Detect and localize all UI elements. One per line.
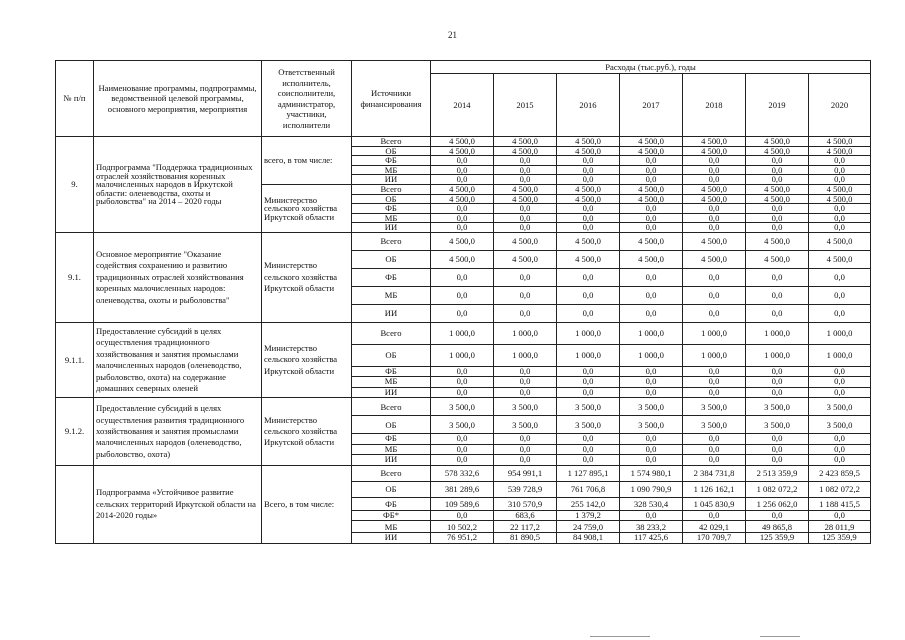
value-cell: 0,0 [494,387,557,398]
value-cell: 0,0 [809,175,871,185]
header-year: 2014 [431,74,494,137]
value-cell: 0,0 [746,268,809,286]
value-cell: 4 500,0 [494,137,557,147]
value-cell: 0,0 [557,366,620,377]
value-cell: 125 359,9 [746,533,809,544]
value-cell: 0,0 [683,204,746,214]
value-cell: 0,0 [620,286,683,304]
value-cell: 0,0 [809,510,871,521]
value-cell: 4 500,0 [494,232,557,250]
source-cell: ИИ [352,175,431,185]
value-cell: 0,0 [683,434,746,445]
value-cell: 4 500,0 [494,194,557,204]
value-cell: 0,0 [683,268,746,286]
row-number: 9.1.2. [56,398,94,466]
value-cell: 4 500,0 [431,137,494,147]
value-cell: 0,0 [746,387,809,398]
value-cell: 0,0 [809,213,871,223]
value-cell: 0,0 [494,165,557,175]
value-cell: 0,0 [557,268,620,286]
value-cell: 0,0 [557,455,620,466]
value-cell: 3 500,0 [620,416,683,434]
value-cell: 3 500,0 [431,398,494,416]
value-cell: 0,0 [557,304,620,322]
value-cell: 0,0 [620,434,683,445]
value-cell: 0,0 [746,223,809,233]
value-cell: 539 728,9 [494,481,557,497]
value-cell: 0,0 [620,444,683,455]
value-cell: 0,0 [746,165,809,175]
value-cell: 170 709,7 [683,533,746,544]
source-cell: ФБ [352,434,431,445]
value-cell: 4 500,0 [557,137,620,147]
value-cell: 117 425,6 [620,533,683,544]
value-cell: 0,0 [431,175,494,185]
source-cell: Всего [352,184,431,194]
value-cell: 4 500,0 [431,146,494,156]
value-cell: 4 500,0 [620,250,683,268]
value-cell: 0,0 [746,455,809,466]
value-cell: 0,0 [620,510,683,521]
value-cell: 0,0 [431,213,494,223]
source-cell: ОБ [352,250,431,268]
value-cell: 0,0 [431,268,494,286]
value-cell: 0,0 [431,204,494,214]
value-cell: 1 000,0 [620,322,683,344]
program-name: Предоставление субсидий в целях осуществления развития традиционного хозяйствования и занятия промыслами малочисленных народов (оленеводство, рыболовство, охота) [94,398,262,466]
source-cell: ИИ [352,387,431,398]
value-cell: 0,0 [494,175,557,185]
value-cell: 4 500,0 [557,194,620,204]
value-cell: 683,6 [494,510,557,521]
value-cell: 0,0 [620,204,683,214]
value-cell: 0,0 [683,455,746,466]
value-cell: 0,0 [557,213,620,223]
source-cell: МБ [352,377,431,388]
value-cell: 0,0 [494,223,557,233]
value-cell: 3 500,0 [809,398,871,416]
value-cell: 4 500,0 [494,146,557,156]
value-cell: 49 865,8 [746,521,809,533]
value-cell: 4 500,0 [431,184,494,194]
value-cell: 0,0 [683,175,746,185]
value-cell: 3 500,0 [746,398,809,416]
value-cell: 4 500,0 [683,184,746,194]
header-year: 2020 [809,74,871,137]
value-cell: 0,0 [746,156,809,166]
value-cell: 0,0 [746,175,809,185]
value-cell: 0,0 [683,223,746,233]
value-cell: 4 500,0 [809,194,871,204]
value-cell: 0,0 [494,434,557,445]
header-year: 2017 [620,74,683,137]
value-cell: 4 500,0 [494,184,557,194]
header-responsible: Ответственный исполнитель, соисполнители, администратор, участники, исполнители [262,61,352,137]
value-cell: 0,0 [809,304,871,322]
value-cell: 0,0 [431,304,494,322]
value-cell: 4 500,0 [683,194,746,204]
value-cell: 38 233,2 [620,521,683,533]
value-cell: 1 000,0 [746,344,809,366]
source-cell: ФБ [352,497,431,510]
source-cell: ФБ [352,204,431,214]
value-cell: 0,0 [746,213,809,223]
value-cell: 1 000,0 [809,322,871,344]
responsible-cell: Всего, в том числе: [262,465,352,543]
value-cell: 1 127 895,1 [557,465,620,481]
value-cell: 4 500,0 [746,137,809,147]
source-cell: ИИ [352,304,431,322]
value-cell: 0,0 [431,366,494,377]
value-cell: 0,0 [809,204,871,214]
value-cell: 0,0 [809,444,871,455]
value-cell: 0,0 [746,204,809,214]
row-number: 9.1. [56,232,94,322]
scan-artifact [760,636,800,637]
value-cell: 24 759,0 [557,521,620,533]
value-cell: 4 500,0 [746,232,809,250]
value-cell: 0,0 [683,444,746,455]
value-cell: 76 951,2 [431,533,494,544]
value-cell: 0,0 [494,204,557,214]
value-cell: 0,0 [683,304,746,322]
value-cell: 1 000,0 [494,322,557,344]
value-cell: 4 500,0 [557,232,620,250]
source-cell: ФБ* [352,510,431,521]
value-cell: 1 000,0 [494,344,557,366]
value-cell: 0,0 [683,156,746,166]
value-cell: 3 500,0 [431,416,494,434]
source-cell: МБ [352,165,431,175]
value-cell: 0,0 [683,366,746,377]
header-num: № п/п [56,61,94,137]
source-cell: МБ [352,444,431,455]
value-cell: 0,0 [809,366,871,377]
value-cell: 0,0 [620,377,683,388]
source-cell: ОБ [352,481,431,497]
value-cell: 1 000,0 [683,322,746,344]
value-cell: 0,0 [620,387,683,398]
value-cell: 125 359,9 [809,533,871,544]
value-cell: 1 000,0 [557,344,620,366]
value-cell: 0,0 [494,455,557,466]
value-cell: 0,0 [620,213,683,223]
value-cell: 0,0 [746,377,809,388]
table-row [56,322,871,344]
value-cell: 109 589,6 [431,497,494,510]
value-cell: 81 890,5 [494,533,557,544]
value-cell: 0,0 [620,366,683,377]
value-cell: 0,0 [494,444,557,455]
value-cell: 1 045 830,9 [683,497,746,510]
scan-artifact [590,636,650,637]
value-cell: 1 000,0 [620,344,683,366]
header-year: 2015 [494,74,557,137]
source-cell: ФБ [352,268,431,286]
value-cell: 4 500,0 [683,250,746,268]
value-cell: 1 574 980,1 [620,465,683,481]
value-cell: 0,0 [620,455,683,466]
source-cell: ИИ [352,533,431,544]
value-cell: 0,0 [494,304,557,322]
responsible-cell: Министерство сельского хозяйства Иркутской области [262,232,352,322]
program-name: Предоставление субсидий в целях осуществления традиционного хозяйствования и занятия промыслами малочисленных народов (оленеводство, рыболовство, охота) на содержание домашних северных оленей [94,322,262,398]
value-cell: 4 500,0 [746,184,809,194]
value-cell: 1 000,0 [683,344,746,366]
responsible-cell: Министерство сельского хозяйства Иркутской области [262,398,352,466]
header-year: 2016 [557,74,620,137]
value-cell: 4 500,0 [431,250,494,268]
value-cell: 0,0 [431,165,494,175]
value-cell: 0,0 [557,175,620,185]
row-number [56,465,94,543]
value-cell: 4 500,0 [683,146,746,156]
value-cell: 0,0 [494,366,557,377]
value-cell: 3 500,0 [494,416,557,434]
value-cell: 4 500,0 [809,250,871,268]
value-cell: 0,0 [431,377,494,388]
value-cell: 4 500,0 [683,232,746,250]
value-cell: 0,0 [746,444,809,455]
value-cell: 3 500,0 [746,416,809,434]
value-cell: 0,0 [683,510,746,521]
value-cell: 3 500,0 [683,416,746,434]
table-row [56,465,871,481]
program-name: Подпрограмма «Устойчивое развитие сельских территорий Иркутской области на 2014-2020 годы» [94,465,262,543]
source-cell: ОБ [352,194,431,204]
value-cell: 4 500,0 [620,184,683,194]
value-cell: 0,0 [494,377,557,388]
value-cell: 0,0 [557,387,620,398]
value-cell: 4 500,0 [746,146,809,156]
source-cell: ИИ [352,455,431,466]
value-cell: 84 908,1 [557,533,620,544]
value-cell: 0,0 [557,204,620,214]
budget-table [55,60,871,544]
value-cell: 4 500,0 [494,250,557,268]
value-cell: 0,0 [620,268,683,286]
value-cell: 3 500,0 [683,398,746,416]
source-cell: МБ [352,521,431,533]
source-cell: ОБ [352,344,431,366]
value-cell: 0,0 [620,175,683,185]
value-cell: 4 500,0 [809,137,871,147]
value-cell: 255 142,0 [557,497,620,510]
source-cell: ИИ [352,223,431,233]
value-cell: 0,0 [557,156,620,166]
value-cell: 0,0 [809,434,871,445]
value-cell: 4 500,0 [431,232,494,250]
table-row [56,398,871,416]
source-cell: МБ [352,213,431,223]
value-cell: 2 423 859,5 [809,465,871,481]
value-cell: 3 500,0 [809,416,871,434]
value-cell: 22 117,2 [494,521,557,533]
value-cell: 0,0 [620,223,683,233]
value-cell: 0,0 [809,223,871,233]
value-cell: 4 500,0 [620,146,683,156]
value-cell: 0,0 [494,268,557,286]
value-cell: 0,0 [494,213,557,223]
value-cell: 0,0 [746,366,809,377]
value-cell: 0,0 [431,444,494,455]
value-cell: 310 570,9 [494,497,557,510]
value-cell: 0,0 [809,286,871,304]
value-cell: 0,0 [809,377,871,388]
value-cell: 3 500,0 [557,416,620,434]
value-cell: 4 500,0 [620,194,683,204]
value-cell: 1 126 162,1 [683,481,746,497]
value-cell: 3 500,0 [557,398,620,416]
responsible-cell: Министерство сельского хозяйства Иркутской области [262,184,352,232]
value-cell: 0,0 [809,387,871,398]
value-cell: 0,0 [494,156,557,166]
value-cell: 0,0 [683,213,746,223]
value-cell: 4 500,0 [809,184,871,194]
value-cell: 0,0 [683,165,746,175]
value-cell: 0,0 [809,156,871,166]
program-name: Основное мероприятие "Оказание содействия сохранению и развитию традиционных отраслей хозяйствования коренных малочисленных народов: оленеводства, охоты и рыболовства" [94,232,262,322]
row-number: 9. [56,137,94,233]
value-cell: 4 500,0 [557,146,620,156]
source-cell: ОБ [352,416,431,434]
program-name: Подпрограмма "Поддержка традиционных отраслей хозяйствования коренных малочисленных народов в Иркутской области: оленеводства, охоты и рыболовства" на 2014 – 2020 годы [94,137,262,233]
value-cell: 4 500,0 [746,250,809,268]
page-number: 21 [448,30,457,40]
value-cell: 0,0 [809,165,871,175]
value-cell: 4 500,0 [431,194,494,204]
responsible-cell: всего, в том числе: [262,137,352,185]
source-cell: Всего [352,137,431,147]
value-cell: 4 500,0 [620,232,683,250]
value-cell: 1 379,2 [557,510,620,521]
value-cell: 28 011,9 [809,521,871,533]
table-row [56,232,871,250]
responsible-cell: Министерство сельского хозяйства Иркутской области [262,322,352,398]
source-cell: ФБ [352,156,431,166]
value-cell: 0,0 [431,223,494,233]
value-cell: 4 500,0 [557,250,620,268]
value-cell: 328 530,4 [620,497,683,510]
value-cell: 0,0 [557,377,620,388]
value-cell: 1 090 790,9 [620,481,683,497]
source-cell: ОБ [352,146,431,156]
value-cell: 1 188 415,5 [809,497,871,510]
source-cell: МБ [352,286,431,304]
value-cell: 0,0 [557,223,620,233]
row-number: 9.1.1. [56,322,94,398]
value-cell: 4 500,0 [620,137,683,147]
source-cell: ФБ [352,366,431,377]
table-row [56,137,871,147]
source-cell: Всего [352,398,431,416]
value-cell: 0,0 [620,156,683,166]
value-cell: 0,0 [431,434,494,445]
value-cell: 954 991,1 [494,465,557,481]
value-cell: 0,0 [746,304,809,322]
value-cell: 1 000,0 [809,344,871,366]
value-cell: 1 000,0 [746,322,809,344]
value-cell: 1 000,0 [431,322,494,344]
value-cell: 0,0 [557,434,620,445]
value-cell: 1 082 072,2 [746,481,809,497]
value-cell: 761 706,8 [557,481,620,497]
value-cell: 1 082 072,2 [809,481,871,497]
value-cell: 3 500,0 [494,398,557,416]
value-cell: 0,0 [809,268,871,286]
source-cell: Всего [352,232,431,250]
header-year: 2019 [746,74,809,137]
value-cell: 1 256 062,0 [746,497,809,510]
value-cell: 10 502,2 [431,521,494,533]
header-expenses: Расходы (тыс.руб.), годы [431,61,871,74]
value-cell: 0,0 [431,510,494,521]
value-cell: 0,0 [431,455,494,466]
value-cell: 0,0 [683,286,746,304]
value-cell: 4 500,0 [809,232,871,250]
value-cell: 0,0 [557,286,620,304]
value-cell: 0,0 [683,377,746,388]
value-cell: 0,0 [431,156,494,166]
value-cell: 578 332,6 [431,465,494,481]
header-sources: Источники финансирования [352,61,431,137]
header-year: 2018 [683,74,746,137]
header-name: Наименование программы, подпрограммы, ведомственной целевой программы, основного мероприятия, мероприятия [94,61,262,137]
value-cell: 42 029,1 [683,521,746,533]
value-cell: 0,0 [746,434,809,445]
value-cell: 2 513 359,9 [746,465,809,481]
value-cell: 4 500,0 [683,137,746,147]
source-cell: Всего [352,465,431,481]
value-cell: 0,0 [494,286,557,304]
value-cell: 0,0 [746,510,809,521]
value-cell: 4 500,0 [809,146,871,156]
value-cell: 0,0 [431,286,494,304]
value-cell: 1 000,0 [431,344,494,366]
value-cell: 1 000,0 [557,322,620,344]
value-cell: 4 500,0 [746,194,809,204]
value-cell: 0,0 [431,387,494,398]
value-cell: 0,0 [746,286,809,304]
value-cell: 3 500,0 [620,398,683,416]
value-cell: 0,0 [620,304,683,322]
source-cell: Всего [352,322,431,344]
value-cell: 381 289,6 [431,481,494,497]
value-cell: 4 500,0 [557,184,620,194]
value-cell: 0,0 [683,387,746,398]
value-cell: 0,0 [557,165,620,175]
value-cell: 0,0 [557,444,620,455]
value-cell: 0,0 [809,455,871,466]
value-cell: 0,0 [620,165,683,175]
value-cell: 2 384 731,8 [683,465,746,481]
